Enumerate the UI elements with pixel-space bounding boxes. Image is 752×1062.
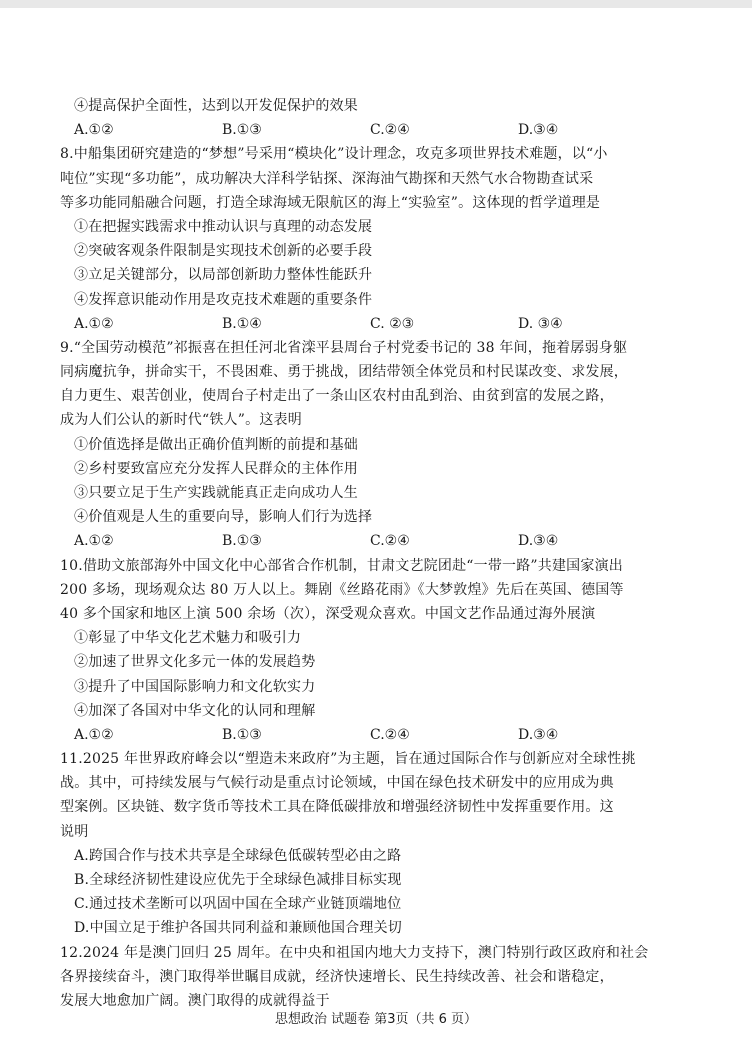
question-option: ③立足关键部分，以局部创新助力整体性能跃升 xyxy=(74,267,373,284)
question-stem-line: 40 多个国家和地区上演 500 余场（次），深受观众喜欢。中国文艺作品通过海外展演 xyxy=(60,605,596,622)
question-11 xyxy=(60,747,696,941)
choice-c: C. ②③ xyxy=(370,315,415,332)
choice-c: C.②④ xyxy=(370,533,410,550)
choice-c: C.②④ xyxy=(370,122,410,139)
prev-question-choices xyxy=(60,118,696,142)
question-stem-line: 8.中船集团研究建造的“梦想”号采用“模块化”设计理念，攻克多项世界技术难题，以“小 xyxy=(60,146,608,163)
choice-d: D. ③④ xyxy=(518,315,563,332)
page-content xyxy=(60,94,696,1013)
question-stem-line: 战。其中，可持续发展与气候行动是重点讨论领域，中国在绿色技术研发中的应用成为典 xyxy=(60,775,614,792)
question-option: C.通过技术垄断可以巩固中国在全球产业链顶端地位 xyxy=(74,896,402,913)
question-stem-line: 发展大地愈加广阔。澳门取得的成就得益于 xyxy=(60,992,330,1009)
choice-d: D.③④ xyxy=(518,533,559,550)
question-12 xyxy=(60,941,696,1014)
choice-b: B.①③ xyxy=(222,726,262,743)
question-option: ②乡村要致富应充分发挥人民群众的主体作用 xyxy=(74,460,358,477)
choice-a: A.①② xyxy=(74,726,114,743)
question-option: ③只要立足于生产实践就能真正走向成功人生 xyxy=(74,485,358,501)
question-stem-line: 吨位”实现“多功能”，成功解决大洋科学钻探、深海油气勘探和天然气水合物勘查试采 xyxy=(60,170,594,187)
question-option: B.全球经济韧性建设应优先于全球绿色减排目标实现 xyxy=(74,872,402,888)
question-choices xyxy=(60,529,696,553)
scan-top-edge xyxy=(0,0,752,8)
page-footer: 思想政治 试题卷 第3页（共 6 页） xyxy=(274,1012,478,1027)
choice-a: A.①② xyxy=(74,315,114,332)
question-10 xyxy=(60,554,696,748)
question-option: D.中国立足于维护各国共同利益和兼顾他国合理关切 xyxy=(74,920,402,937)
choice-c: C.②④ xyxy=(370,726,410,743)
question-option: ②突破客观条件限制是实现技术创新的必要手段 xyxy=(74,243,373,260)
question-8 xyxy=(60,142,696,336)
choice-b: B.①④ xyxy=(222,315,262,332)
question-option: ①价值选择是做出正确价值判断的前提和基础 xyxy=(74,436,358,453)
question-stem-line: 型案例。区块链、数字货币等技术工具在降低碳排放和增强经济韧性中发挥重要作用。这 xyxy=(60,799,614,816)
question-option: ①在把握实践需求中推动认识与真理的动态发展 xyxy=(74,218,373,235)
question-stem-line: 12.2024 年是澳门回归 25 周年。在中央和祖国内地大力支持下，澳门特别行政区政府和社会 xyxy=(60,944,649,961)
choice-a: A.①② xyxy=(74,533,114,550)
choice-b: B.①③ xyxy=(222,122,262,139)
question-choices xyxy=(60,312,696,336)
choice-a: A.①② xyxy=(74,122,114,139)
choice-b: B.①③ xyxy=(222,533,262,550)
question-option: ③提升了中国国际影响力和文化软实力 xyxy=(74,678,316,695)
question-stem-line: 成为人们公认的新时代“铁人”。这表明 xyxy=(60,412,302,429)
question-option: A.跨国合作与技术共享是全球绿色低碳转型必由之路 xyxy=(74,847,402,864)
question-stem-line: 11.2025 年世界政府峰会以“塑造未来政府”为主题，旨在通过国际合作与创新应对全球性挑 xyxy=(60,751,636,768)
question-9 xyxy=(60,336,696,554)
question-option: ④价值观是人生的重要向导，影响人们行为选择 xyxy=(74,509,373,526)
question-stem-line: 10.借助文旅部海外中国文化中心部省合作机制，甘肃文艺院团赴“一带一路”共建国家演出 xyxy=(60,557,623,574)
question-choices xyxy=(60,723,696,747)
question-option: ①彰显了中华文化艺术魅力和吸引力 xyxy=(74,630,302,647)
question-option: ④发挥意识能动作用是攻克技术难题的重要条件 xyxy=(74,291,373,308)
question-option: ②加速了世界文化多元一体的发展趋势 xyxy=(74,654,316,671)
question-stem-line: 自力更生、艰苦创业，使周台子村走出了一条山区农村由乱到治、由贫到富的发展之路， xyxy=(60,388,614,405)
question-stem-line: 同病魔抗争，拼命实干，不畏困难、勇于挑战，团结带领全体党员和村民谋改变、求发展， xyxy=(60,364,628,381)
choice-d: D.③④ xyxy=(518,726,559,743)
choice-d: D.③④ xyxy=(518,122,559,139)
question-stem-line: 各界接续奋斗，澳门取得举世瞩目成就，经济快速增长、民生持续改善、社会和谐稳定， xyxy=(60,968,614,985)
question-stem-line: 等多功能同船融合问题，打造全球海域无限航区的海上“实验室”。这体现的哲学道理是 xyxy=(60,194,601,211)
question-stem-line: 9.“全国劳动模范”祁振喜在担任河北省滦平县周台子村党委书记的 38 年间，拖着孱弱身躯 xyxy=(60,339,628,356)
question-option: ④加深了各国对中华文化的认同和理解 xyxy=(74,702,316,719)
question-stem-line: 200 多场，现场观众达 80 万人以上。舞剧《丝路花雨》《大梦敦煌》先后在英国、德国等 xyxy=(60,581,624,598)
prev-question-option: ④提高保护全面性，达到以开发促保护的效果 xyxy=(74,98,358,114)
question-stem-line: 说明 xyxy=(60,823,89,840)
